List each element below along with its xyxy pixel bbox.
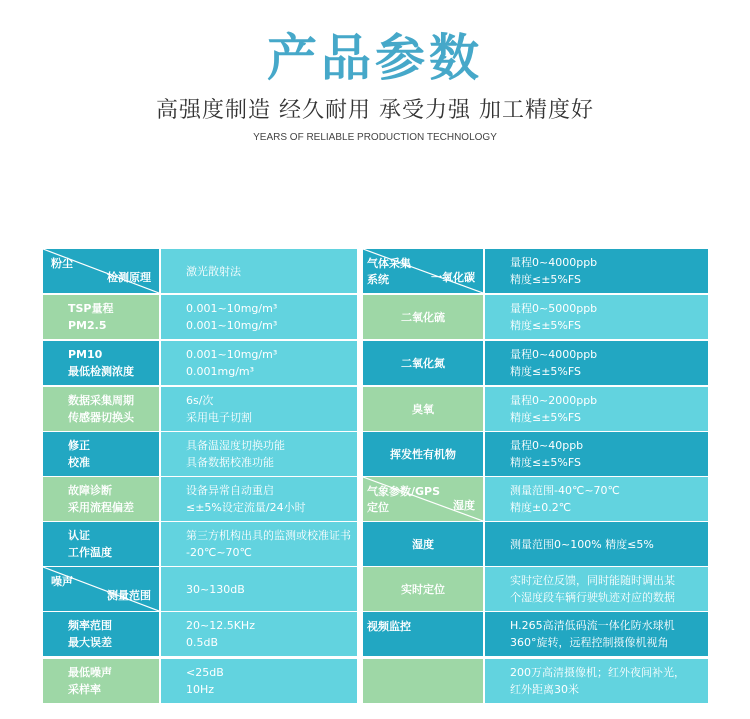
label-line: 最大误差: [68, 636, 112, 649]
label-lines: [363, 567, 483, 611]
left-label-cell: [43, 387, 159, 431]
left-label-cell: [43, 295, 159, 339]
label-line: 臭氧: [412, 402, 434, 416]
value-line: 精度≤±5%FS: [510, 319, 582, 332]
label-lines: [363, 341, 483, 385]
value-line: 设备异常自动重启: [186, 484, 274, 497]
right-label-cell: [363, 477, 483, 521]
header: [0, 0, 750, 250]
label-mid-left: 系统: [367, 273, 389, 286]
value-lines: [485, 432, 708, 476]
right-value-cell: [485, 387, 708, 431]
left-label-cell: [43, 522, 159, 566]
value-line: 0.001mg/m³: [186, 365, 255, 378]
label-mid-left: 定位: [367, 501, 389, 514]
value-line: 量程0~4000ppb: [510, 348, 598, 361]
label-line: 挥发性有机物: [390, 447, 456, 461]
label-line: 数据采集周期: [68, 394, 134, 407]
left-value-cell: [161, 432, 357, 476]
label-line: 修正: [68, 439, 90, 452]
left-value-cell: [161, 341, 357, 385]
left-value-cell: [161, 387, 357, 431]
value-line: -20℃~70℃: [186, 546, 252, 559]
left-value-cell: [161, 659, 357, 703]
right-value-cell: [485, 249, 708, 293]
value-line: 200万高清摄像机；红外夜间补光，: [510, 666, 685, 679]
right-value-cell: [485, 612, 708, 656]
value-line: 量程0~4000ppb: [510, 256, 598, 269]
left-value-cell: [161, 477, 357, 521]
label-lines: [43, 477, 159, 521]
label-line: 最低检测浓度: [68, 365, 134, 378]
right-value-cell: [485, 432, 708, 476]
value-line: 实时定位反馈，同时能随时调出某: [510, 574, 675, 587]
left-label-cell: [43, 341, 159, 385]
right-value-cell: [485, 295, 708, 339]
label-lines: [43, 341, 159, 385]
value-line: 0.001~10mg/m³: [186, 302, 278, 315]
left-label-cell: [43, 567, 159, 611]
label-top-left: 粉尘: [51, 257, 73, 270]
value-line: 精度±0.2℃: [510, 501, 572, 514]
value-lines: [161, 432, 357, 476]
left-label-cell: [43, 432, 159, 476]
left-value-cell: [161, 249, 357, 293]
value-line: 测量范围0~100% 精度≤5%: [510, 537, 654, 551]
value-line: 具备温湿度切换功能: [186, 439, 285, 452]
label-line: 故障诊断: [68, 484, 112, 497]
value-line: ≤±5%设定流量/24小时: [186, 501, 306, 514]
value-line: 0.001~10mg/m³: [186, 319, 278, 332]
right-label-cell: [363, 432, 483, 476]
value-line: 精度≤±5%FS: [510, 456, 582, 469]
label-line: 二氧化硫: [401, 310, 445, 324]
value-line: 0.5dB: [186, 636, 219, 649]
right-value-cell: [485, 477, 708, 521]
label-line: TSP量程: [68, 302, 114, 315]
right-label-cell: [363, 387, 483, 431]
label-top-left: 气体采集: [367, 257, 411, 270]
value-line: 精度≤±5%FS: [510, 411, 582, 424]
label-lines: [43, 387, 159, 431]
value-line: 量程0~2000ppb: [510, 394, 598, 407]
value-lines: [485, 249, 708, 293]
label-line: 实时定位: [401, 582, 445, 596]
value-line: 10Hz: [186, 683, 215, 696]
value-lines: [161, 522, 357, 566]
label-lines: [43, 295, 159, 339]
label-lines: [363, 432, 483, 476]
value-line: 20~12.5KHz: [186, 619, 255, 632]
value-lines: [161, 249, 357, 293]
label-bottom-right: 检测原理: [107, 271, 151, 284]
value-line: 量程0~5000ppb: [510, 302, 598, 315]
value-lines: [161, 567, 357, 611]
right-label-cell: [363, 341, 483, 385]
value-line: 量程0~40ppb: [510, 439, 584, 452]
value-lines: [485, 567, 708, 611]
value-lines: [485, 522, 708, 566]
label-line: 采样率: [68, 683, 101, 696]
value-line: 0.001~10mg/m³: [186, 348, 278, 361]
value-line: H.265高清低码流一体化防水球机: [510, 619, 675, 632]
left-value-cell: [161, 612, 357, 656]
left-value-cell: [161, 295, 357, 339]
right-value-cell: [485, 522, 708, 566]
right-label-cell: [363, 612, 483, 656]
label-lines: [43, 612, 159, 656]
label-line: 传感器切换头: [68, 411, 134, 424]
value-line: 个湿度段车辆行驶轨迹对应的数据: [510, 591, 675, 604]
value-line: 第三方机构出具的监测或校准证书: [186, 529, 351, 542]
value-line: 红外距离30米: [510, 683, 579, 696]
label-line: PM2.5: [68, 319, 107, 332]
value-line: 精度≤±5%FS: [510, 365, 582, 378]
value-lines: [485, 659, 708, 703]
value-line: 精度≤±5%FS: [510, 273, 582, 286]
label-line: 校准: [68, 456, 90, 469]
value-line: 30~130dB: [186, 582, 245, 596]
right-label-cell: [363, 522, 483, 566]
left-label-cell: [43, 659, 159, 703]
label-top-left: 噪声: [51, 575, 73, 588]
value-lines: [161, 341, 357, 385]
label-line: 认证: [68, 529, 90, 542]
label-line: 湿度: [412, 537, 434, 551]
value-lines: [485, 612, 708, 656]
label-line: 工作温度: [68, 546, 112, 559]
right-label-cell: [363, 659, 483, 703]
value-line: 6s/次: [186, 394, 214, 407]
value-lines: [161, 612, 357, 656]
right-label-cell: [363, 567, 483, 611]
value-lines: [161, 295, 357, 339]
label-bottom-right: 湿度: [453, 499, 475, 512]
english-tagline: YEARS OF RELIABLE PRODUCTION TECHNOLOGY: [253, 132, 497, 143]
label-lines: [363, 387, 483, 431]
left-value-cell: [161, 522, 357, 566]
value-lines: [161, 387, 357, 431]
right-value-cell: [485, 341, 708, 385]
right-label-cell: [363, 249, 483, 293]
label-line: 二氧化氮: [401, 356, 445, 370]
label-lines: [363, 295, 483, 339]
label-top-left: 气象参数/GPS: [367, 485, 441, 498]
left-label-cell: [43, 477, 159, 521]
label-line: 频率范围: [68, 619, 112, 632]
value-line: 采用电子切割: [186, 411, 252, 424]
left-value-cell: [161, 567, 357, 611]
label-lines: [43, 659, 159, 703]
value-lines: [161, 659, 357, 703]
label-line: 最低噪声: [68, 666, 112, 679]
value-lines: [485, 341, 708, 385]
label-line: PM10: [68, 348, 103, 361]
label-lines: [43, 522, 159, 566]
value-line: 激光散射法: [186, 264, 241, 278]
right-label-cell: [363, 295, 483, 339]
value-line: 测量范围-40℃~70℃: [510, 484, 620, 497]
label-lines: [43, 432, 159, 476]
parameter-table: [43, 249, 708, 705]
right-value-cell: [485, 659, 708, 703]
label-bottom-right: 测量范围: [107, 589, 151, 602]
label-top-left: 视频监控: [367, 620, 411, 633]
label-line: 采用流程偏差: [68, 501, 134, 514]
right-value-cell: [485, 567, 708, 611]
value-lines: [485, 295, 708, 339]
label-bottom-right: 一氧化碳: [431, 271, 475, 284]
value-lines: [161, 477, 357, 521]
value-line: <25dB: [186, 666, 224, 679]
value-line: 具备数据校准功能: [186, 456, 274, 469]
value-lines: [485, 387, 708, 431]
label-lines: [363, 522, 483, 566]
value-lines: [485, 477, 708, 521]
value-line: 360°旋转，远程控制摄像机视角: [510, 636, 669, 649]
left-label-cell: [43, 612, 159, 656]
page-title: 产品参数: [267, 29, 483, 87]
page-subtitle: 高强度制造 经久耐用 承受力强 加工精度好: [156, 98, 594, 123]
left-label-cell: [43, 249, 159, 293]
